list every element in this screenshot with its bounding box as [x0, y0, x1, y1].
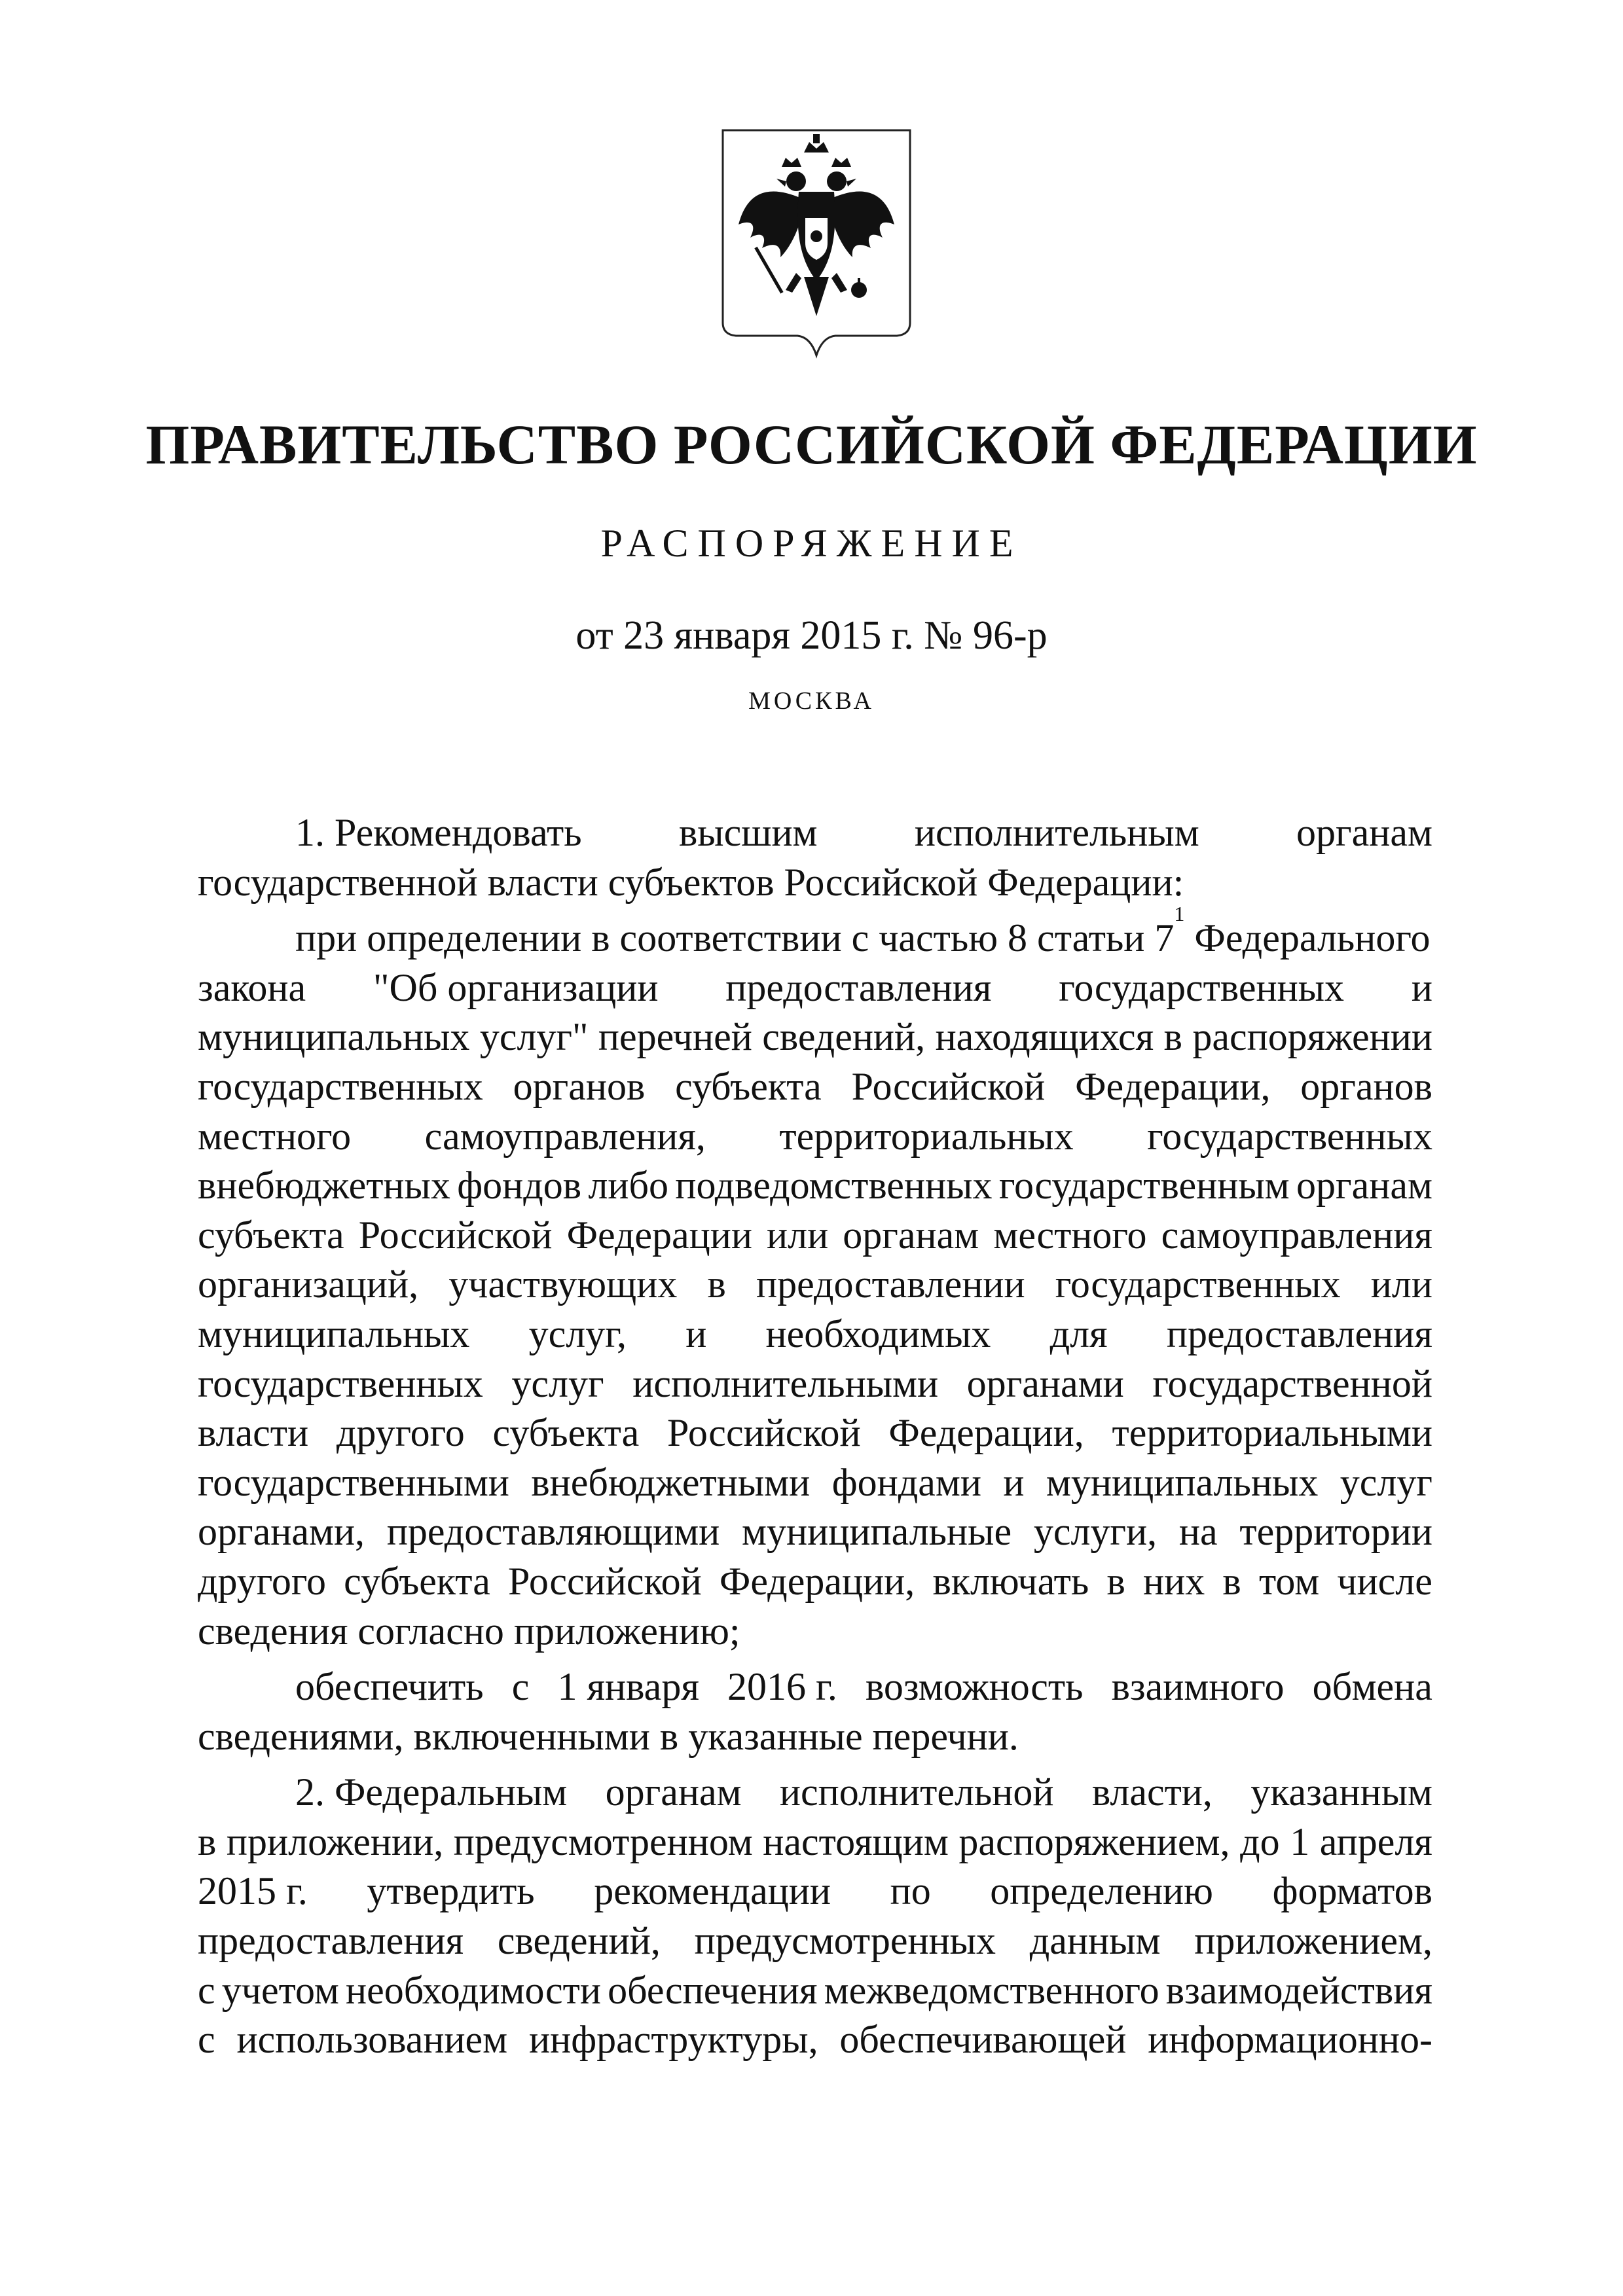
word: 1. Рекомендовать	[295, 811, 582, 854]
word: подведомственных	[675, 1164, 993, 1208]
word: государственных	[1147, 1114, 1432, 1158]
document-city: МОСКВА	[748, 687, 875, 715]
word: обеспечивающей	[839, 2018, 1127, 2062]
word: организаций,	[198, 1263, 419, 1306]
word: распоряжении	[1192, 1015, 1432, 1059]
word: взаимного	[1111, 1665, 1285, 1709]
word: органам	[1296, 1164, 1432, 1208]
word: территориальных	[779, 1114, 1074, 1158]
word: обеспечения	[608, 1968, 818, 2012]
word: государственным	[998, 1164, 1290, 1208]
word: государственной власти субъектов Российской Федерации:	[198, 860, 1184, 904]
word: находящихся	[935, 1015, 1154, 1059]
word: сведений,	[762, 1015, 926, 1059]
word: местного	[993, 1213, 1147, 1257]
word: фондами	[831, 1460, 981, 1504]
word: в	[1222, 1559, 1241, 1603]
word: в	[198, 1820, 217, 1863]
word: муниципальных	[198, 1015, 470, 1059]
text-line	[198, 1867, 1432, 1916]
text-line	[198, 963, 1432, 1013]
word: в	[707, 1263, 726, 1306]
word: по	[890, 1869, 931, 1913]
word: них	[1143, 1559, 1205, 1603]
word: межведомственного	[824, 1968, 1159, 2012]
text-line	[198, 1507, 1432, 1557]
word: муниципальные	[742, 1510, 1012, 1554]
word: предоставления	[198, 1919, 464, 1963]
word: обмена	[1312, 1665, 1432, 1709]
paragraph-2	[198, 963, 1432, 1656]
text-line	[198, 1408, 1432, 1458]
word: апреля	[1319, 1820, 1432, 1863]
word: сведениями, включенными в указанные перечни.	[198, 1714, 1019, 1758]
text-line	[198, 1112, 1432, 1162]
text-line	[198, 1161, 1432, 1211]
word: данным	[1029, 1919, 1161, 1963]
word: сведения согласно приложению;	[198, 1609, 740, 1653]
word: другого	[336, 1411, 465, 1455]
word: услуг"	[479, 1015, 589, 1059]
word: Российской	[508, 1559, 702, 1603]
word: информационно-	[1148, 2018, 1432, 2062]
word: Федерации,	[888, 1411, 1084, 1455]
word: участвующих	[448, 1263, 678, 1306]
word: включать	[932, 1559, 1089, 1603]
text-line	[198, 1062, 1432, 1112]
text-line	[198, 1557, 1432, 1607]
word: государственных	[198, 1361, 483, 1405]
word: и	[1411, 965, 1432, 1009]
word: предоставлении	[756, 1263, 1025, 1306]
word: либо	[588, 1164, 669, 1208]
word: в	[1106, 1559, 1125, 1603]
word: сведений,	[497, 1919, 661, 1963]
body-text: при определении в соответствии с частью 8 статьи 7	[295, 916, 1175, 960]
word: обеспечить	[295, 1665, 484, 1709]
word: услуг,	[528, 1312, 627, 1355]
word: до	[1240, 1820, 1280, 1863]
word: форматов	[1272, 1869, 1432, 1913]
word: муниципальных	[1046, 1460, 1319, 1504]
word: услуг	[511, 1361, 604, 1405]
text-line	[198, 2015, 1432, 2065]
word: услуг	[1340, 1460, 1432, 1504]
word: и	[685, 1312, 707, 1355]
word: субъекта	[198, 1213, 344, 1257]
word: власти,	[1091, 1770, 1213, 1814]
word: органам	[843, 1213, 979, 1257]
text-line	[198, 1310, 1432, 1359]
word: утвердить	[367, 1869, 535, 1913]
text-line	[198, 1607, 1432, 1657]
word: субъекта	[675, 1064, 822, 1108]
word: для	[1049, 1312, 1108, 1355]
word: предоставления	[725, 965, 992, 1009]
word: Российской	[851, 1064, 1046, 1108]
word: и	[1003, 1460, 1025, 1504]
word: приложением,	[1194, 1919, 1432, 1963]
word: внебюджетными	[531, 1460, 811, 1504]
text-line	[198, 1359, 1432, 1409]
paragraph-4	[198, 1768, 1432, 2065]
text-line	[198, 808, 1432, 858]
document-date-number: от 23 января 2015 г. № 96-р	[575, 613, 1048, 658]
document-body	[198, 808, 1432, 2065]
text-line	[198, 858, 1432, 908]
word: том	[1258, 1559, 1320, 1603]
word: органов	[513, 1064, 646, 1108]
coat-of-arms-icon	[719, 126, 914, 359]
word: взаимодействия	[1165, 1968, 1432, 2012]
word: распоряжением,	[958, 1820, 1230, 1863]
word: рекомендации	[594, 1869, 831, 1913]
word: территории	[1239, 1510, 1432, 1554]
word: с	[198, 1968, 215, 2012]
word: власти	[198, 1411, 309, 1455]
government-title: ПРАВИТЕЛЬСТВО РОССИЙСКОЙ ФЕДЕРАЦИИ	[145, 413, 1478, 476]
word: необходимых	[765, 1312, 991, 1355]
word: Федерации	[566, 1213, 752, 1257]
paragraph-1	[198, 808, 1432, 907]
word: государственными	[198, 1460, 509, 1504]
word: другого	[198, 1559, 326, 1603]
paragraph-3	[198, 1662, 1432, 1761]
word: Российской	[358, 1213, 553, 1257]
word: фондов	[457, 1164, 582, 1208]
word: указанным	[1250, 1770, 1432, 1814]
word: субъекта	[492, 1411, 640, 1455]
word: закона	[198, 965, 306, 1009]
word: органам	[1296, 811, 1432, 854]
word: самоуправления	[1161, 1213, 1432, 1257]
word: государственной	[1152, 1361, 1432, 1405]
word: муниципальных	[198, 1312, 470, 1355]
word: 1 января	[557, 1665, 699, 1709]
text-line	[198, 1966, 1432, 2016]
text-line	[198, 1211, 1432, 1261]
word: на	[1178, 1510, 1218, 1554]
document-type: РАСПОРЯЖЕНИЕ	[600, 522, 1023, 565]
word: территориальными	[1112, 1411, 1432, 1455]
word: 2015 г.	[198, 1869, 308, 1913]
word: перечней	[598, 1015, 752, 1059]
word: необходимости	[345, 1968, 601, 2012]
word: услуги,	[1033, 1510, 1158, 1554]
word: исполнительной	[779, 1770, 1054, 1814]
word: настоящим	[763, 1820, 949, 1863]
text-line	[198, 1662, 1432, 1712]
text-line	[198, 1260, 1432, 1310]
word: числе	[1337, 1559, 1432, 1603]
word: исполнительным	[914, 811, 1199, 854]
word: высшим	[678, 811, 818, 854]
word: органами,	[198, 1510, 365, 1554]
word: или	[1370, 1263, 1432, 1306]
word: или	[767, 1213, 829, 1257]
word: определению	[990, 1869, 1213, 1913]
word: Федерации,	[1075, 1064, 1271, 1108]
word: внебюджетных	[198, 1164, 450, 1208]
word: "Об организации	[373, 965, 659, 1009]
text-line	[198, 1458, 1432, 1508]
word: с	[511, 1665, 530, 1709]
word: возможность	[865, 1665, 1084, 1709]
word: предусмотренном	[453, 1820, 753, 1863]
word: использованием	[236, 2018, 508, 2062]
word: 2. Федеральным	[295, 1770, 568, 1814]
word: Федерации,	[719, 1559, 915, 1603]
text-line	[198, 1712, 1432, 1762]
text-line	[198, 1768, 1432, 1818]
text-line	[198, 1818, 1432, 1867]
word: предусмотренных	[694, 1919, 996, 1963]
word: государственных	[198, 1064, 483, 1108]
word: приложении,	[226, 1820, 444, 1863]
word: в	[1163, 1015, 1182, 1059]
text-line	[198, 1013, 1432, 1062]
word: органам	[605, 1770, 742, 1814]
superscript-index: 1	[1174, 902, 1185, 926]
word: исполнительными	[632, 1361, 939, 1405]
body-text: Федерального	[1184, 916, 1431, 960]
word: 1	[1290, 1820, 1310, 1863]
word: Российской	[666, 1411, 861, 1455]
word: предоставления	[1166, 1312, 1432, 1355]
word: учетом	[221, 1968, 339, 2012]
text-line	[198, 1916, 1432, 1966]
word: предоставляющими	[386, 1510, 720, 1554]
word: государственных	[1055, 1263, 1341, 1306]
word: органов	[1300, 1064, 1432, 1108]
word: субъекта	[344, 1559, 490, 1603]
word: органами	[966, 1361, 1124, 1405]
word: инфраструктуры,	[528, 2018, 818, 2062]
word: с	[198, 2018, 215, 2062]
word: самоуправления,	[424, 1114, 706, 1158]
paragraph-2-line	[198, 902, 1432, 963]
word: 2016 г.	[727, 1665, 837, 1709]
word: государственных	[1059, 965, 1345, 1009]
word: местного	[198, 1114, 352, 1158]
